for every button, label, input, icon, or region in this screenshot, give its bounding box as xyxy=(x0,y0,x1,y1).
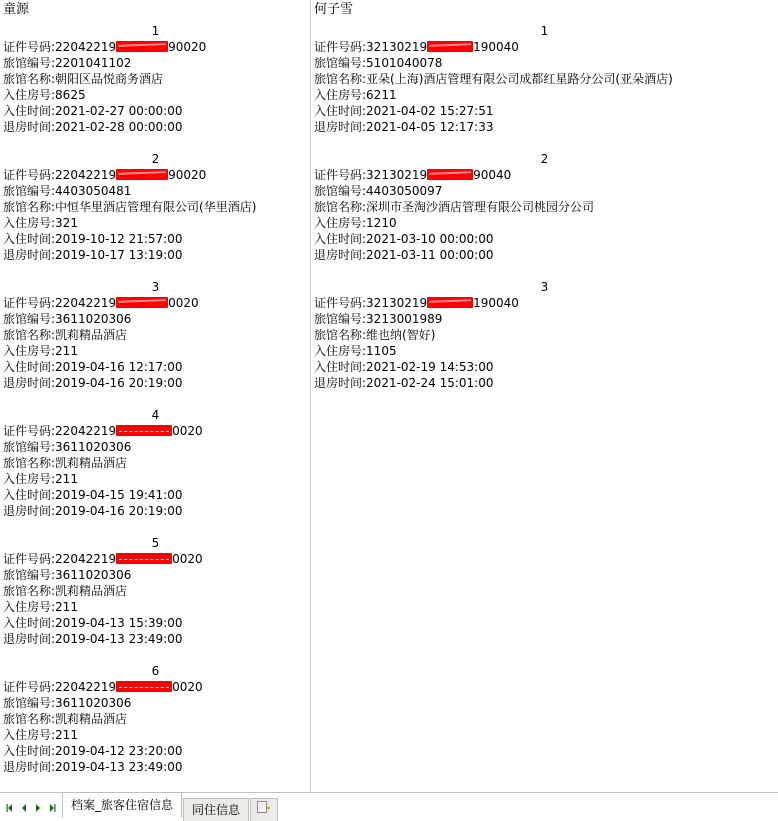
record-group xyxy=(311,151,778,279)
field-value-suffix: 0020 xyxy=(168,296,199,310)
field-value-prefix: 22042219 xyxy=(55,680,117,694)
record-field-row[interactable] xyxy=(0,471,311,487)
record-field-row[interactable] xyxy=(311,199,778,215)
field-label: 旅馆编号: xyxy=(3,440,56,454)
field-label: 入住房号: xyxy=(3,344,56,358)
field-value-prefix: 32130219 xyxy=(366,296,428,310)
record-field-row[interactable] xyxy=(311,55,778,71)
field-value: 2019-04-16 20:19:00 xyxy=(55,504,183,518)
record-field-row[interactable] xyxy=(0,583,311,599)
field-value-suffix: 0020 xyxy=(172,680,203,694)
field-value: 2021-02-28 00:00:00 xyxy=(55,120,183,134)
tab-scroll-controls[interactable] xyxy=(0,802,62,818)
field-label: 证件号码: xyxy=(3,40,56,54)
record-field-row[interactable] xyxy=(0,759,311,775)
record-index: 3 xyxy=(540,280,549,294)
field-value: 2019-04-13 23:49:00 xyxy=(55,760,183,774)
field-value: 中恒华里酒店管理有限公司(华里酒店) xyxy=(55,200,257,214)
redaction-mark xyxy=(427,297,473,308)
record-field-row[interactable] xyxy=(311,327,778,343)
record-field-row[interactable] xyxy=(0,599,311,615)
field-label: 旅馆编号: xyxy=(3,184,56,198)
field-value: 3611020306 xyxy=(55,312,132,326)
field-label: 退房时间: xyxy=(314,248,367,262)
record-field-row[interactable] xyxy=(311,119,778,135)
record-group xyxy=(0,279,311,407)
spacer-row xyxy=(0,519,311,535)
record-field-row[interactable] xyxy=(0,615,311,631)
sheet-tab[interactable]: 档案_旅客住宿信息 xyxy=(62,792,182,818)
record-field-row[interactable] xyxy=(311,39,778,55)
record-field-row[interactable] xyxy=(0,327,311,343)
record-field-row[interactable] xyxy=(311,167,778,183)
record-field-row[interactable] xyxy=(0,727,311,743)
spacer-row xyxy=(0,647,311,663)
left-person-name: 童源 xyxy=(3,2,30,17)
new-sheet-icon xyxy=(257,801,271,814)
field-label: 退房时间: xyxy=(3,504,56,518)
redaction-mark xyxy=(116,41,168,52)
field-value: 2019-04-15 19:41:00 xyxy=(55,488,183,502)
record-field-row[interactable] xyxy=(0,103,311,119)
field-value: 深圳市圣淘沙酒店管理有限公司桃园分公司 xyxy=(366,200,595,214)
record-index: 1 xyxy=(540,24,549,38)
field-value: 2021-02-19 14:53:00 xyxy=(366,360,494,374)
redaction-mark xyxy=(116,297,168,308)
record-field-row[interactable] xyxy=(0,183,311,199)
record-field-row[interactable] xyxy=(0,199,311,215)
field-label: 证件号码: xyxy=(3,680,56,694)
spacer-row xyxy=(0,263,311,279)
sheet-tab[interactable]: 同住信息 xyxy=(183,798,249,821)
field-value: 8625 xyxy=(55,88,86,102)
sheet-tabs[interactable] xyxy=(62,794,250,818)
field-value: 3611020306 xyxy=(55,568,132,582)
field-label: 旅馆名称: xyxy=(314,200,367,214)
field-label: 旅馆名称: xyxy=(3,328,56,342)
record-field-row[interactable] xyxy=(311,231,778,247)
field-value: 2019-04-13 15:39:00 xyxy=(55,616,183,630)
field-value: 维也纳(智好) xyxy=(366,328,436,342)
field-value: 2021-03-11 00:00:00 xyxy=(366,248,494,262)
field-value: 211 xyxy=(55,600,78,614)
record-group xyxy=(0,151,311,279)
record-field-row[interactable] xyxy=(0,71,311,87)
field-value: 2019-04-16 12:17:00 xyxy=(55,360,183,374)
field-label: 入住时间: xyxy=(3,616,56,630)
field-label: 入住房号: xyxy=(3,600,56,614)
record-field-row[interactable] xyxy=(311,295,778,311)
record-field-row[interactable] xyxy=(0,423,311,439)
scroll-prev-icon[interactable] xyxy=(18,802,30,816)
record-field-row[interactable] xyxy=(311,343,778,359)
spacer-row xyxy=(311,263,778,279)
field-label: 旅馆编号: xyxy=(314,56,367,70)
record-field-row[interactable] xyxy=(0,167,311,183)
redaction-mark xyxy=(427,41,473,52)
record-field-row[interactable] xyxy=(0,631,311,647)
record-field-row[interactable] xyxy=(311,103,778,119)
field-value: 2019-10-17 13:19:00 xyxy=(55,248,183,262)
record-group xyxy=(0,23,311,151)
field-value: 凯莉精品酒店 xyxy=(55,328,128,342)
field-value: 2019-04-13 23:49:00 xyxy=(55,632,183,646)
field-label: 入住房号: xyxy=(3,88,56,102)
field-value: 2201041102 xyxy=(55,56,132,70)
field-value-prefix: 32130219 xyxy=(366,168,428,182)
field-label: 入住房号: xyxy=(314,216,367,230)
right-record-list xyxy=(311,23,778,391)
field-value: 2021-02-27 00:00:00 xyxy=(55,104,183,118)
field-label: 入住时间: xyxy=(314,104,367,118)
field-value: 1105 xyxy=(366,344,397,358)
field-value: 4403050097 xyxy=(366,184,443,198)
field-value: 6211 xyxy=(366,88,397,102)
record-index: 5 xyxy=(151,536,160,550)
field-value: 朝阳区品悦商务酒店 xyxy=(55,72,164,86)
record-field-row[interactable] xyxy=(0,455,311,471)
spacer-row xyxy=(0,135,311,151)
scroll-last-icon[interactable] xyxy=(46,802,58,816)
field-label: 入住时间: xyxy=(3,104,56,118)
field-label: 旅馆名称: xyxy=(3,200,56,214)
left-record-list xyxy=(0,23,311,775)
field-label: 旅馆编号: xyxy=(314,312,367,326)
field-label: 旅馆名称: xyxy=(314,72,367,86)
field-value: 凯莉精品酒店 xyxy=(55,456,128,470)
record-index: 2 xyxy=(540,152,549,166)
field-value: 2021-03-10 00:00:00 xyxy=(366,232,494,246)
field-label: 证件号码: xyxy=(314,296,367,310)
field-label: 旅馆名称: xyxy=(3,584,56,598)
record-field-row[interactable] xyxy=(0,711,311,727)
record-field-row[interactable] xyxy=(0,439,311,455)
field-value: 2021-02-24 15:01:00 xyxy=(366,376,494,390)
record-field-row[interactable] xyxy=(0,743,311,759)
field-label: 退房时间: xyxy=(3,632,56,646)
field-value-suffix: 0020 xyxy=(172,424,203,438)
field-value: 211 xyxy=(55,728,78,742)
field-value: 凯莉精品酒店 xyxy=(55,712,128,726)
field-value: 211 xyxy=(55,344,78,358)
record-field-row[interactable] xyxy=(311,359,778,375)
redaction-mark xyxy=(116,553,172,564)
field-label: 入住时间: xyxy=(3,232,56,246)
record-field-row[interactable] xyxy=(0,295,311,311)
sheet-tab-bar[interactable] xyxy=(0,792,778,818)
left-person-column xyxy=(0,0,311,775)
record-field-row[interactable] xyxy=(311,87,778,103)
field-label: 入住房号: xyxy=(3,728,56,742)
field-label: 旅馆编号: xyxy=(3,696,56,710)
field-value-prefix: 22042219 xyxy=(55,552,117,566)
record-group xyxy=(311,23,778,151)
field-label: 证件号码: xyxy=(3,168,56,182)
scroll-next-icon[interactable] xyxy=(32,802,44,816)
field-label: 入住时间: xyxy=(314,360,367,374)
record-group xyxy=(0,407,311,535)
record-index: 6 xyxy=(151,664,160,678)
field-label: 旅馆名称: xyxy=(3,72,56,86)
field-value: 凯莉精品酒店 xyxy=(55,584,128,598)
field-value: 3611020306 xyxy=(55,440,132,454)
field-label: 旅馆名称: xyxy=(3,456,56,470)
field-label: 证件号码: xyxy=(3,552,56,566)
field-value-suffix: 90020 xyxy=(168,40,207,54)
field-label: 退房时间: xyxy=(314,120,367,134)
field-label: 旅馆编号: xyxy=(3,312,56,326)
record-index: 3 xyxy=(151,280,160,294)
record-field-row[interactable] xyxy=(0,119,311,135)
field-value-prefix: 22042219 xyxy=(55,424,117,438)
record-field-row[interactable] xyxy=(311,311,778,327)
record-group xyxy=(0,663,311,775)
field-value: 5101040078 xyxy=(366,56,443,70)
right-person-column xyxy=(311,0,778,391)
right-person-name: 何子雪 xyxy=(314,2,354,17)
field-label: 证件号码: xyxy=(314,40,367,54)
field-label: 入住时间: xyxy=(3,488,56,502)
field-label: 入住房号: xyxy=(3,216,56,230)
record-group xyxy=(0,535,311,663)
record-group xyxy=(311,279,778,391)
field-label: 退房时间: xyxy=(3,760,56,774)
field-label: 入住时间: xyxy=(314,232,367,246)
field-label: 旅馆编号: xyxy=(3,568,56,582)
field-value: 2019-04-12 23:20:00 xyxy=(55,744,183,758)
record-field-row[interactable] xyxy=(0,359,311,375)
record-field-row[interactable] xyxy=(0,679,311,695)
record-field-row[interactable] xyxy=(311,215,778,231)
field-value: 3611020306 xyxy=(55,696,132,710)
field-value: 亚朵(上海)酒店管理有限公司成都红星路分公司(亚朵酒店) xyxy=(366,72,673,86)
record-field-row[interactable] xyxy=(0,215,311,231)
spacer-row xyxy=(0,391,311,407)
record-field-row[interactable] xyxy=(0,87,311,103)
record-field-row[interactable] xyxy=(311,375,778,391)
field-value: 2019-04-16 20:19:00 xyxy=(55,376,183,390)
record-field-row[interactable] xyxy=(0,695,311,711)
record-field-row[interactable] xyxy=(311,183,778,199)
field-value-suffix: 90040 xyxy=(473,168,512,182)
field-label: 退房时间: xyxy=(3,248,56,262)
record-field-row[interactable] xyxy=(0,487,311,503)
field-value-suffix: 90020 xyxy=(168,168,207,182)
field-label: 入住房号: xyxy=(3,472,56,486)
field-value: 321 xyxy=(55,216,78,230)
field-value-prefix: 22042219 xyxy=(55,296,117,310)
spacer-row xyxy=(311,135,778,151)
field-label: 旅馆名称: xyxy=(3,712,56,726)
field-value-suffix: 190040 xyxy=(473,40,519,54)
record-field-row[interactable] xyxy=(0,55,311,71)
field-label: 入住时间: xyxy=(3,360,56,374)
record-index: 2 xyxy=(151,152,160,166)
field-label: 证件号码: xyxy=(3,424,56,438)
redaction-mark xyxy=(116,425,172,436)
field-label: 入住房号: xyxy=(314,88,367,102)
field-value-prefix: 32130219 xyxy=(366,40,428,54)
record-index: 4 xyxy=(151,408,160,422)
record-field-row[interactable] xyxy=(311,247,778,263)
record-field-row[interactable] xyxy=(0,343,311,359)
field-value: 2021-04-05 12:17:33 xyxy=(366,120,494,134)
record-field-row[interactable] xyxy=(0,311,311,327)
field-value-prefix: 22042219 xyxy=(55,40,117,54)
redaction-mark xyxy=(427,169,473,180)
field-label: 旅馆编号: xyxy=(314,184,367,198)
field-value-suffix: 0020 xyxy=(172,552,203,566)
field-value: 1210 xyxy=(366,216,397,230)
record-field-row[interactable] xyxy=(0,375,311,391)
scroll-first-icon[interactable] xyxy=(4,802,16,816)
record-field-row[interactable] xyxy=(0,231,311,247)
field-label: 退房时间: xyxy=(3,120,56,134)
record-field-row[interactable] xyxy=(0,551,311,567)
field-label: 旅馆名称: xyxy=(314,328,367,342)
field-value-prefix: 22042219 xyxy=(55,168,117,182)
field-label: 入住房号: xyxy=(314,344,367,358)
field-label: 退房时间: xyxy=(3,376,56,390)
field-label: 退房时间: xyxy=(314,376,367,390)
redaction-mark xyxy=(116,681,172,692)
field-value: 2021-04-02 15:27:51 xyxy=(366,104,494,118)
field-label: 证件号码: xyxy=(314,168,367,182)
record-field-row[interactable] xyxy=(0,39,311,55)
field-label: 证件号码: xyxy=(3,296,56,310)
record-field-row[interactable] xyxy=(0,567,311,583)
field-value: 211 xyxy=(55,472,78,486)
record-field-row[interactable] xyxy=(0,247,311,263)
field-value: 4403050481 xyxy=(55,184,132,198)
field-value-suffix: 190040 xyxy=(473,296,519,310)
redaction-mark xyxy=(116,169,168,180)
record-field-row[interactable] xyxy=(0,503,311,519)
field-label: 旅馆编号: xyxy=(3,56,56,70)
record-field-row[interactable] xyxy=(311,71,778,87)
field-value: 2019-10-12 21:57:00 xyxy=(55,232,183,246)
field-value: 3213001989 xyxy=(366,312,443,326)
record-index: 1 xyxy=(151,24,160,38)
field-label: 入住时间: xyxy=(3,744,56,758)
